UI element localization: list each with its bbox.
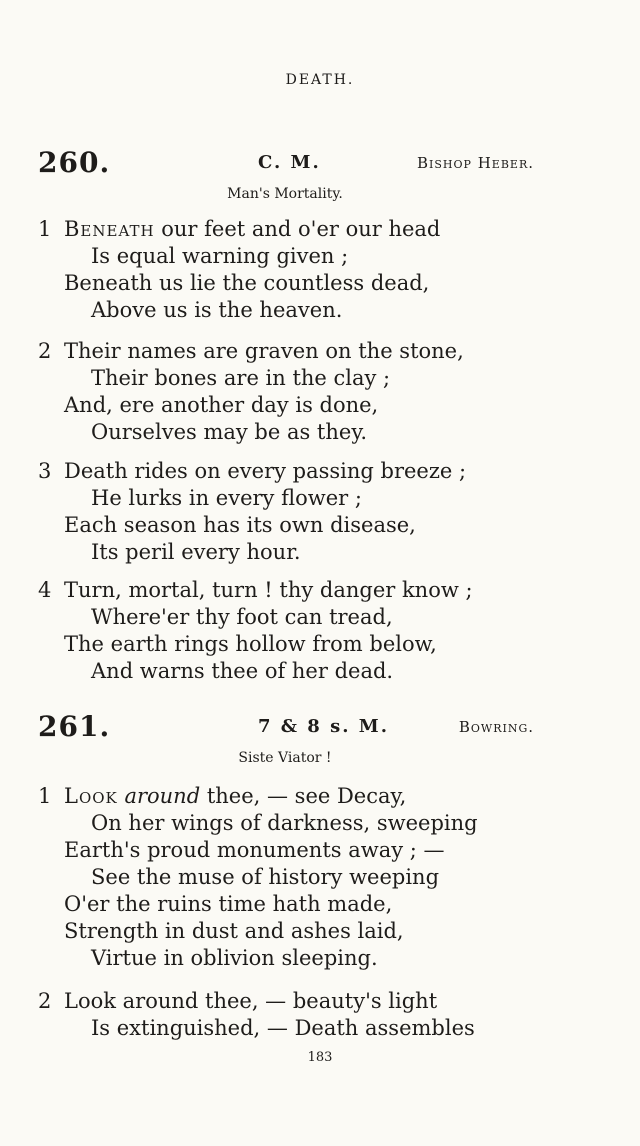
stanza xyxy=(38,577,578,685)
page-number: 183 xyxy=(307,1050,333,1065)
stanza-lead-word: Look xyxy=(64,784,118,808)
hymn-subtitle: Siste Viator ! xyxy=(238,750,332,766)
stanza-line: And, ere another day is done, xyxy=(64,393,379,417)
hymn-meter: C. M. xyxy=(258,152,321,173)
stanza xyxy=(38,458,578,566)
hymn-heading xyxy=(38,146,534,180)
stanza-line: On her wings of darkness, sweeping xyxy=(91,811,478,835)
stanza-line: 2 Look around thee, — beauty's light xyxy=(38,989,438,1013)
italic-word: around xyxy=(124,784,201,808)
hymn-number: 261. xyxy=(38,710,111,743)
stanza-line: 1 Beneath our feet and o'er our head xyxy=(38,217,441,241)
hymn-meter: 7 & 8 s. M. xyxy=(258,716,389,737)
stanza-line: And warns thee of her dead. xyxy=(91,659,394,683)
stanza-line: 2 Their names are graven on the stone, xyxy=(38,339,464,363)
stanza-line: Where'er thy foot can tread, xyxy=(91,605,393,629)
stanza-line: Is extinguished, — Death assembles xyxy=(91,1016,475,1040)
stanza xyxy=(38,988,578,1042)
stanza-line: Each season has its own disease, xyxy=(64,513,416,537)
stanza-line: He lurks in every flower ; xyxy=(91,486,362,510)
stanza-line: Earth's proud monuments away ; — xyxy=(64,838,445,862)
hymn-heading xyxy=(38,710,534,744)
stanza-number: 2 xyxy=(38,989,52,1013)
stanza-number: 2 xyxy=(38,339,52,363)
stanza-lead-word: Beneath xyxy=(64,217,155,241)
stanza xyxy=(38,216,578,324)
stanza-line: O'er the ruins time hath made, xyxy=(64,892,393,916)
stanza-line: Is equal warning given ; xyxy=(91,244,349,268)
stanza-line: Ourselves may be as they. xyxy=(91,420,368,444)
stanza-line: See the muse of history weeping xyxy=(91,865,440,889)
stanza-line: The earth rings hollow from below, xyxy=(64,632,437,656)
hymn-subtitle: Man's Mortality. xyxy=(227,186,343,202)
hymn-number: 260. xyxy=(38,146,111,179)
hymn-author: Bishop Heber. xyxy=(417,154,534,172)
stanza-line: Strength in dust and ashes laid, xyxy=(64,919,404,943)
stanza-line: Virtue in oblivion sleeping. xyxy=(91,946,378,970)
stanza-number: 4 xyxy=(38,578,52,602)
stanza-line: 3 Death rides on every passing breeze ; xyxy=(38,459,467,483)
stanza xyxy=(38,338,578,446)
stanza-number: 3 xyxy=(38,459,52,483)
hymn-author: Bowring. xyxy=(458,718,534,736)
stanza-line: Beneath us lie the countless dead, xyxy=(64,271,430,295)
stanza xyxy=(38,783,578,972)
stanza-number: 1 xyxy=(38,784,52,808)
stanza-line: 4 Turn, mortal, turn ! thy danger know ; xyxy=(38,578,473,602)
stanza-line: Its peril every hour. xyxy=(91,540,301,564)
stanza-number: 1 xyxy=(38,217,52,241)
running-head: DEATH. xyxy=(285,72,355,88)
stanza-line: Their bones are in the clay ; xyxy=(91,366,391,390)
stanza-line: Above us is the heaven. xyxy=(91,298,343,322)
stanza-line: 1 Look around thee, — see Decay, xyxy=(38,784,407,808)
